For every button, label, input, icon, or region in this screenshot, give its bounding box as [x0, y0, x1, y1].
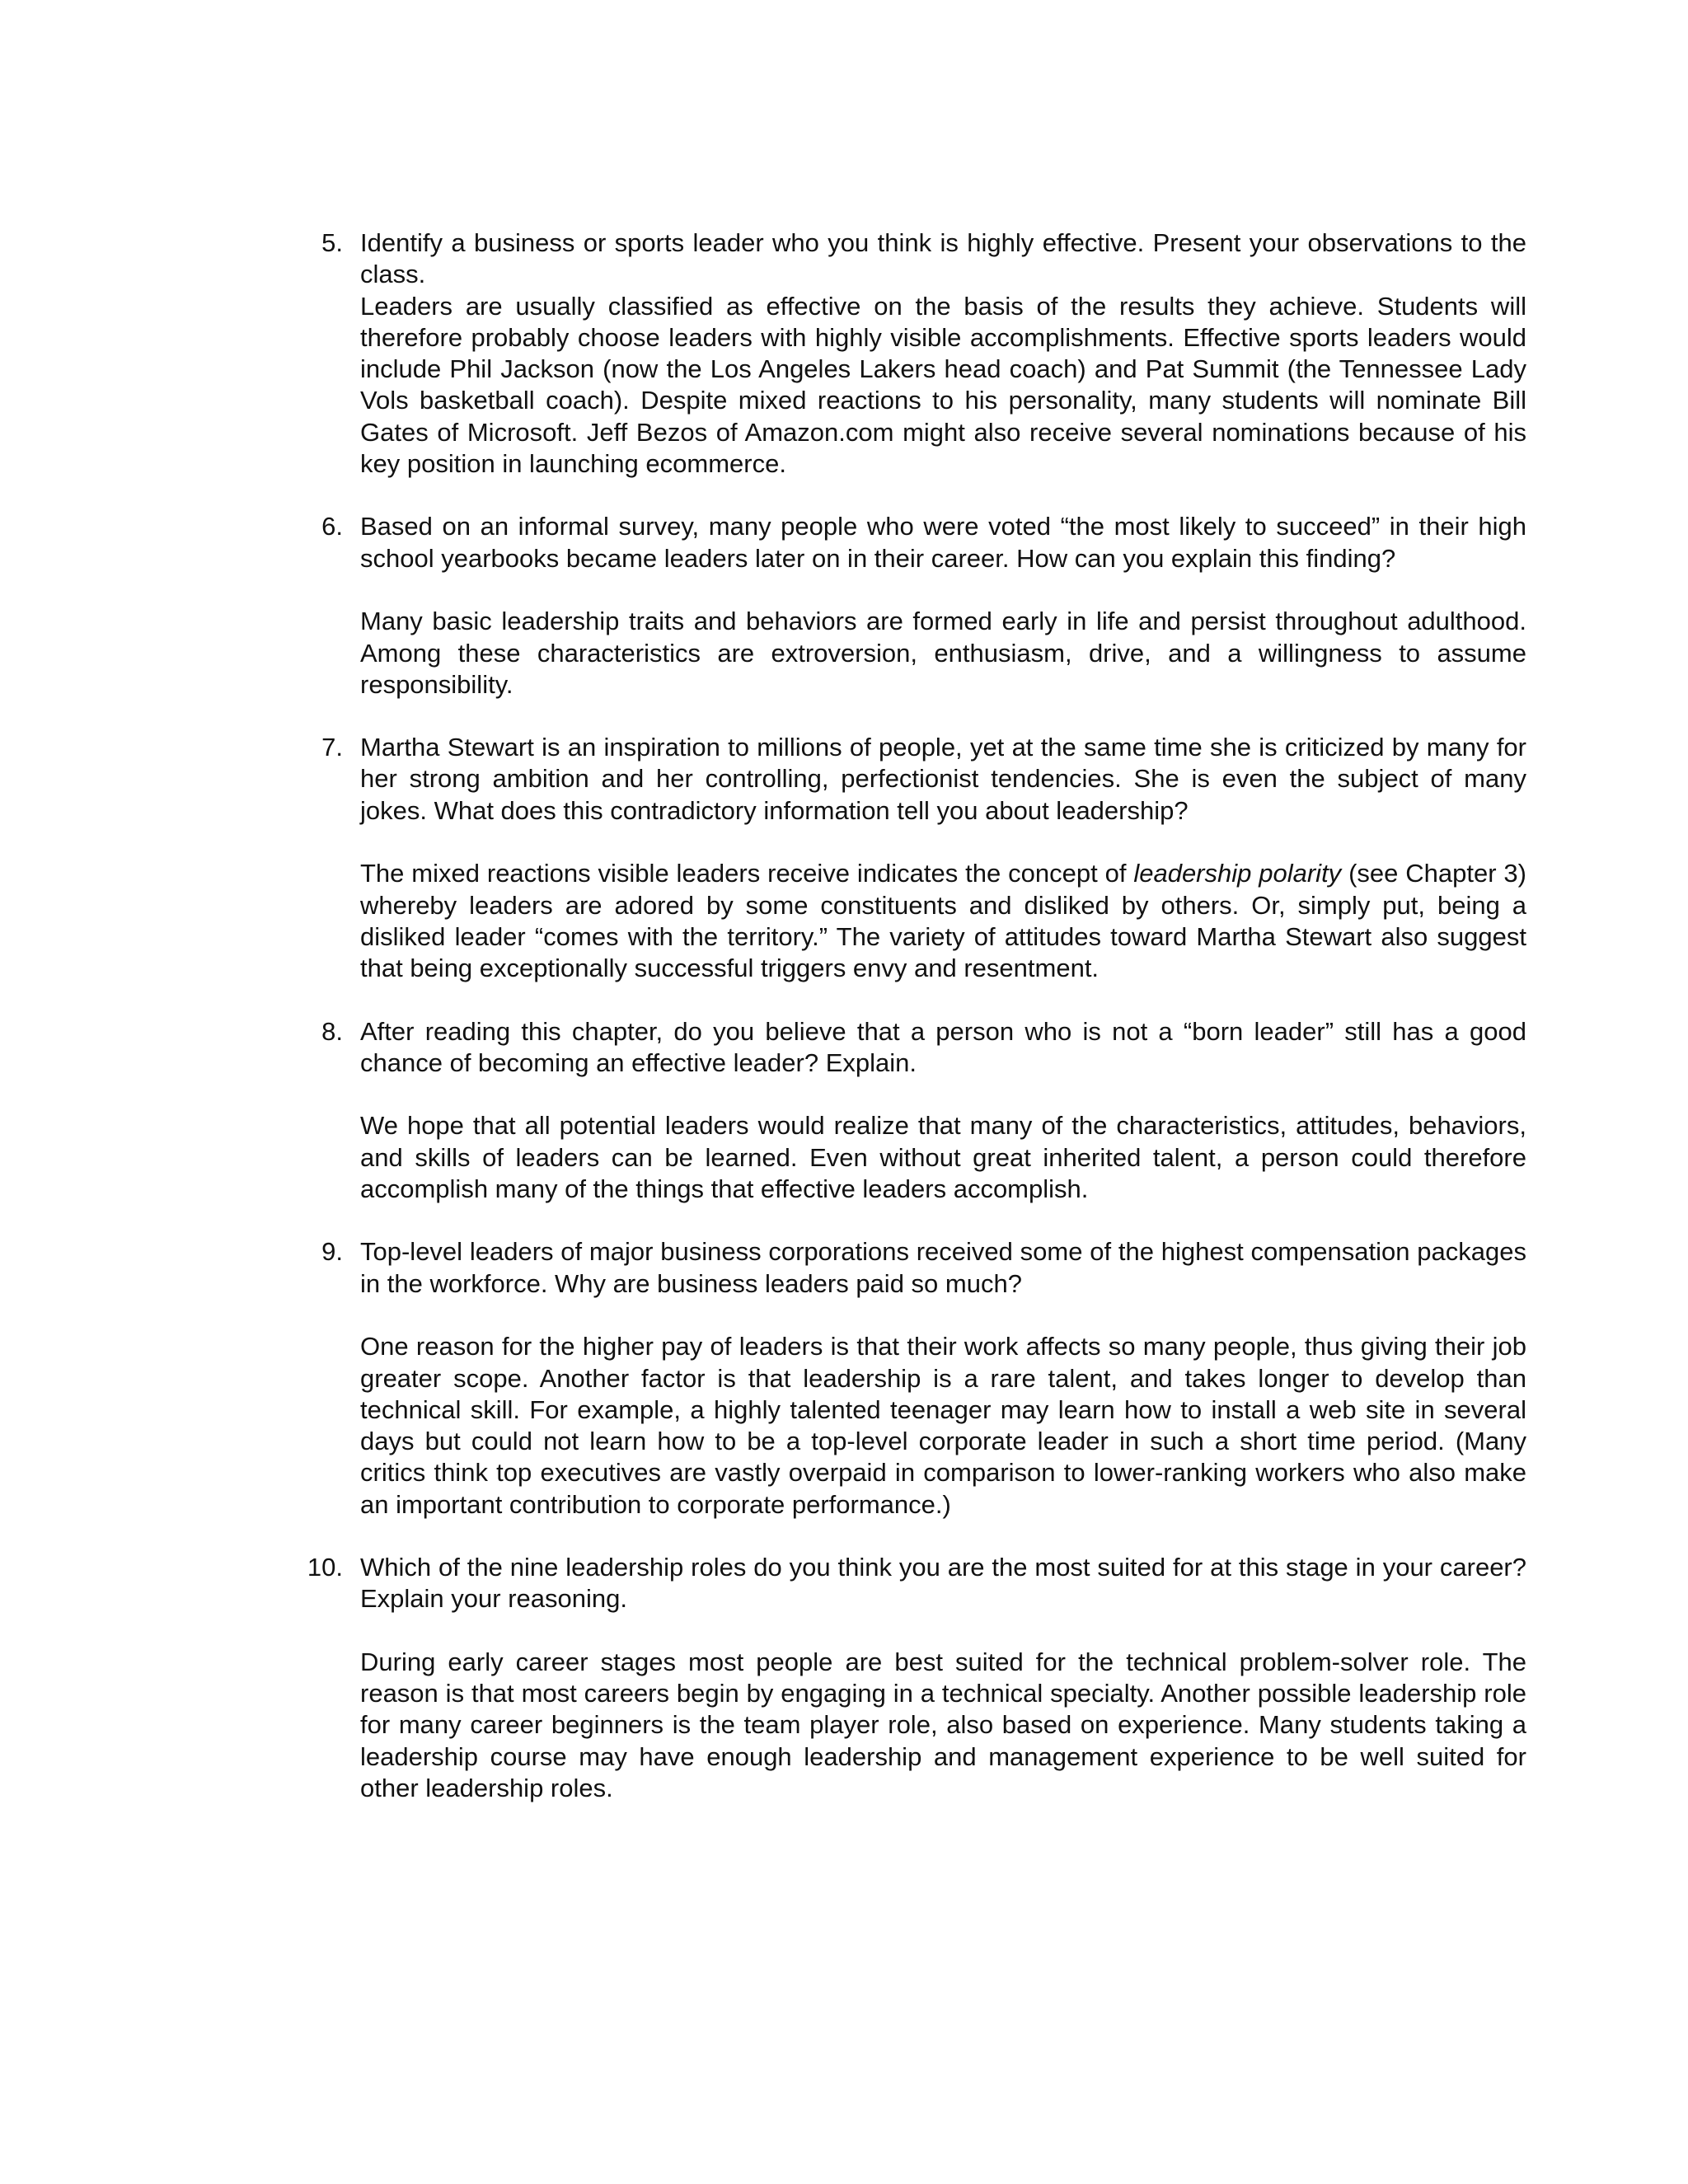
- question-text: Based on an informal survey, many people who were voted “the most likely to succeed” in their high school yearbooks became leaders later on in their career. How can you explain this finding?: [360, 512, 1526, 573]
- emphasis-term: leadership polarity: [1133, 859, 1342, 888]
- question-text: Identify a business or sports leader who you think is highly effective. Present your observations to the class.: [360, 228, 1526, 289]
- question-text: Top-level leaders of major business corporations received some of the highest compensation packages in the workforce. Why are business leaders paid so much?: [360, 1237, 1526, 1298]
- item-number: 8.: [321, 1016, 343, 1046]
- item-number: 7.: [321, 733, 343, 762]
- answer-text: Leaders are usually classified as effective on the basis of the results they achieve. Students will therefore probably choose leaders with highly visible accomplishments. Effective sports leaders would include Phil Jackson (now the Los Angeles Lakers head coach) and Pat Summit (the Tennessee Lady Vols basketball coach). Despite mixed reactions to his personality, many students will nominate Bill Gates of Microsoft. Jeff Bezos of Amazon.com might also receive several nominations because of his key position in launching ecommerce.: [360, 291, 1526, 479]
- answer-text: We hope that all potential leaders would realize that many of the characteristics, attitudes, behaviors, and skills of leaders can be learned. Even without great inherited talent, a person could therefore accomplish many of the things that effective leaders accomplish.: [360, 1111, 1526, 1204]
- list-item: [297, 732, 1526, 984]
- list-item: [297, 511, 1526, 701]
- question-text: Which of the nine leadership roles do you think you are the most suited for at this stage in your career? Explain your reasoning.: [360, 1552, 1526, 1614]
- item-number: 5.: [321, 228, 343, 257]
- item-number: 6.: [321, 512, 343, 541]
- answer-text: Many basic leadership traits and behaviors are formed early in life and persist throughout adulthood. Among these characteristics are extroversion, enthusiasm, drive, and a willingness to assume responsibility.: [360, 607, 1526, 699]
- list-item: [297, 1016, 1526, 1206]
- answer-text: During early career stages most people are best suited for the technical problem-solver role. The reason is that most careers begin by engaging in a technical specialty. Another possible leadership role for many career beginners is the team player role, also based on experience. Many students taking a leadership course may have enough leadership and management experience to be well suited for other leadership roles.: [360, 1647, 1526, 1803]
- list-item: [297, 1552, 1526, 1804]
- answer-text-part: (see Chapter 3) whereby leaders are adored by some constituents and disliked by others. Or, simply put, being a disliked leader “comes with the territory.” The variety of attitudes toward Martha Stewart also suggest that being exceptionally successful triggers envy and resentment.: [360, 859, 1526, 983]
- answer-text: One reason for the higher pay of leaders is that their work affects so many people, thus giving their job greater scope. Another factor is that leadership is a rare talent, and takes longer to develop than technical skill. For example, a highly talented teenager may learn how to install a web site in several days but could not learn how to be a top-level corporate leader in such a short time period. (Many critics think top executives are vastly overpaid in comparison to lower-ranking workers who also make an important contribution to corporate performance.): [360, 1332, 1526, 1519]
- discussion-question-list: [297, 227, 1526, 1835]
- item-number: 9.: [321, 1237, 343, 1267]
- question-text: Martha Stewart is an inspiration to millions of people, yet at the same time she is criticized by many for her strong ambition and her controlling, perfectionist tendencies. She is even the subject of many jokes. What does this contradictory information tell you about leadership?: [360, 733, 1526, 825]
- answer-text: [360, 858, 1526, 984]
- item-number: 10.: [307, 1552, 343, 1582]
- list-item: [297, 227, 1526, 480]
- answer-text-part: The mixed reactions visible leaders receive indicates the concept of: [360, 859, 1134, 888]
- question-text: After reading this chapter, do you believe that a person who is not a “born leader” still has a good chance of becoming an effective leader? Explain.: [360, 1016, 1526, 1077]
- list-item: [297, 1236, 1526, 1521]
